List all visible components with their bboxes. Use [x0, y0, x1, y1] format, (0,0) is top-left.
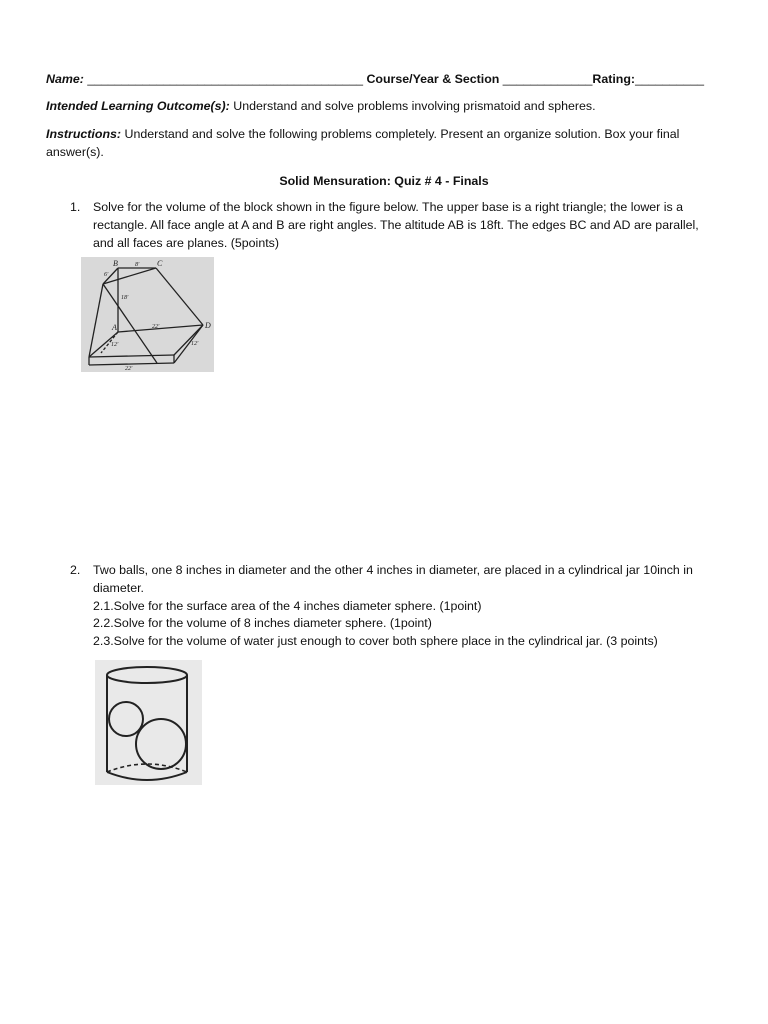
- label-D: D: [205, 321, 211, 330]
- subproblem-number: 2.3.: [93, 634, 114, 648]
- instructions-label: Instructions:: [46, 127, 122, 141]
- jar-diagram: [95, 660, 202, 785]
- ilo-label: Intended Learning Outcome(s):: [46, 99, 230, 113]
- label-22ft-mid: 22': [152, 324, 160, 330]
- jar-figure: [95, 660, 202, 785]
- problem-2-text: Two balls, one 8 inches in diameter and the other 4 inches in diameter, are placed in a cylindrical jar 10inch in diameter.: [93, 563, 693, 595]
- label-A: A: [112, 323, 117, 332]
- problem-1-number: 1.: [70, 200, 81, 214]
- problem-2-number: 2.: [70, 563, 81, 577]
- course-label: Course/Year & Section: [366, 72, 500, 86]
- problem-1-text: Solve for the volume of the block shown in the figure below. The upper base is a right triangle; the lower is a rectangle. All face angle at A and B are right angles. The altitude AB is 18ft. The edges BC and AD are parallel, and all faces are planes. (5points): [93, 200, 699, 250]
- label-18ft: 18': [121, 295, 129, 301]
- label-C: C: [157, 259, 163, 268]
- subproblem-2-3: [93, 632, 658, 650]
- subproblem-number: 2.2.: [93, 616, 114, 630]
- name-label: Name:: [46, 72, 84, 86]
- subproblem-2-2: [93, 614, 432, 632]
- rating-label: Rating:: [592, 72, 636, 86]
- subproblem-2-1: [93, 597, 481, 615]
- label-22ft-bottom: 22': [125, 366, 133, 372]
- subproblem-number: 2.1.: [93, 599, 114, 613]
- subproblem-text: Solve for the volume of 8 inches diameter sphere. (1point): [113, 616, 432, 630]
- block-diagram: [81, 257, 214, 372]
- subproblem-text: Solve for the volume of water just enough to cover both sphere place in the cylindrical jar. (3 points): [113, 634, 658, 648]
- label-12ft-left: 12': [111, 342, 119, 348]
- block-figure: [81, 257, 214, 372]
- label-6ft: 6': [104, 272, 109, 278]
- course-blank: _____________: [502, 72, 593, 86]
- name-blank: ________________________________________: [87, 72, 363, 86]
- instructions-text: Understand and solve the following problems completely. Present an organize solution. Box your final answer(s).: [46, 127, 680, 159]
- small-sphere: [109, 702, 143, 736]
- label-B: B: [113, 259, 118, 268]
- header-line: [46, 70, 728, 88]
- label-8ft: 8': [135, 262, 140, 268]
- quiz-title: Solid Mensuration: Quiz # 4 - Finals: [279, 174, 489, 188]
- problem-2: [70, 561, 722, 597]
- instructions-block: [46, 125, 724, 161]
- problem-1: [70, 198, 722, 254]
- large-sphere: [136, 719, 186, 769]
- rating-blank: __________: [635, 72, 704, 86]
- ilo-line: [46, 97, 728, 115]
- ilo-text: Understand and solve problems involving prismatoid and spheres.: [233, 99, 596, 113]
- subproblem-text: Solve for the surface area of the 4 inches diameter sphere. (1point): [113, 599, 482, 613]
- label-12ft-right: 12': [191, 341, 199, 347]
